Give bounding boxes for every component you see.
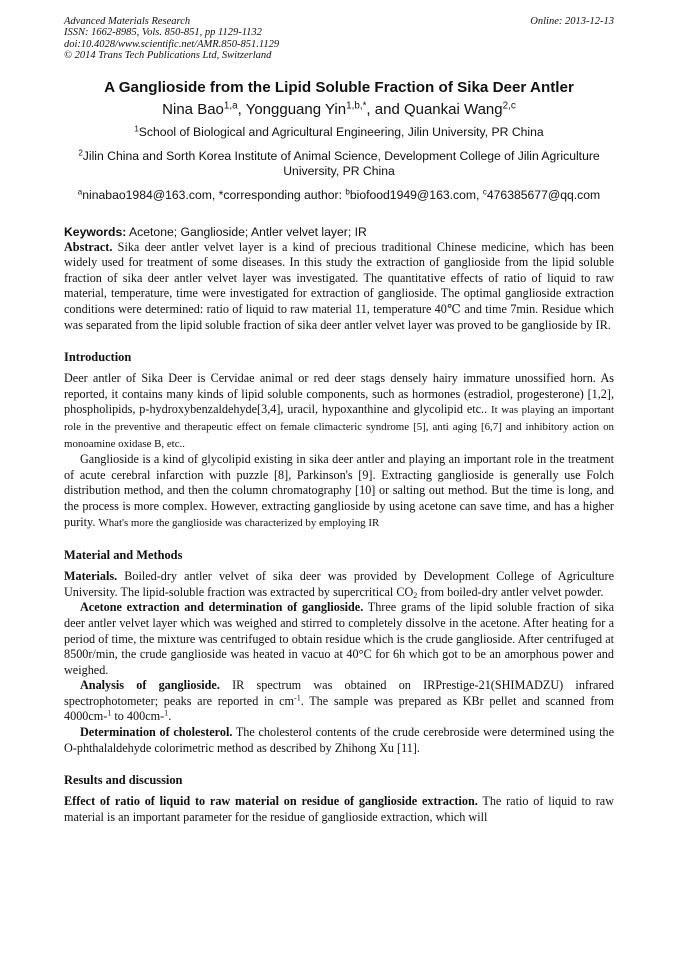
author-affiliation-mark: 1,a (223, 100, 238, 112)
author-affiliation-mark: 1,b,* (346, 100, 367, 112)
intro-text: Ganglioside is a kind of glycolipid existing in sika deer antler and playing an important role in the treatment of acute cerebral infarction with puzzle [8], Parkinson's [9]. Extracting ganglioside is generally use Folch distribution method, and then the column chromatography [10] or salting out method. But the time is long, and the process is more complex. However, extracting ganglioside by using acetone can save time, and has a higher purity. (64, 452, 614, 529)
subscript: 2 (413, 590, 418, 600)
acetone-paragraph (64, 600, 614, 678)
abstract (64, 240, 614, 334)
intro-text-small: It was playing an important role in the preventive and therapeutic effect on female climacteric syndrome [5], anti aging [6,7] and inhibitory action on monoamine oxidase B, etc.. (64, 404, 614, 450)
copyright-line: © 2014 Trans Tech Publications Ltd, Switzerland (64, 50, 272, 62)
cholesterol-label: Determination of cholesterol. (80, 725, 233, 740)
affiliation-mark: 1 (134, 124, 139, 134)
abstract-label: Abstract. (64, 239, 113, 254)
section-heading-introduction: Introduction (64, 350, 132, 365)
email-line (64, 188, 614, 203)
email-text: ninabao1984@163.com, *corresponding author: (82, 187, 346, 202)
cholesterol-paragraph (64, 725, 614, 756)
superscript: 1 (107, 709, 112, 719)
effect-text: The ratio of liquid to raw material is an important parameter for the residue of ganglioside extraction, which will (64, 794, 614, 824)
paper-title: A Ganglioside from the Lipid Soluble Fraction of Sika Deer Antler (104, 78, 574, 96)
issn-line: ISSN: 1662-8985, Vols. 850-851, pp 1129-1132 (64, 27, 262, 39)
materials-paragraph (64, 569, 614, 600)
intro-paragraph-2 (64, 452, 614, 531)
materials-text: Boiled-dry antler velvet of sika deer was provided by Development College of Agriculture University. The lipid-soluble fraction was extracted by supercritical CO (64, 569, 614, 599)
affiliation-text: Jilin China and Sorth Korea Institute of Animal Science, Development College of Jilin Agriculture University, PR China (82, 148, 600, 178)
keywords-text: Acetone; Ganglioside; Antler velvet layer; IR (126, 224, 367, 239)
acetone-text: Three grams of the lipid soluble fraction of sika deer antler velvet layer which was weighed and stirred to completely dissolve in the acetone. After heating for a period of time, the mixture was centrifuged to obtain residue which is the crude ganglioside. After centrifuged at 8500r/min, the crude ganglioside was heated in vacuo at 40°C for 6h which got to be an amorphous power and weighed. (64, 600, 614, 677)
superscript: 1 (164, 709, 169, 719)
section-heading-methods: Material and Methods (64, 548, 183, 563)
author-name: Nina Bao (162, 100, 224, 118)
email-text: biofood1949@163.com, (349, 187, 483, 202)
analysis-text: IR spectrum was obtained on IRPrestige-21(SHIMADZU) infrared spectrophotometer; peaks are reported in cm (64, 678, 614, 708)
author-name: Yongguang Yin (245, 100, 347, 118)
section-heading-results: Results and discussion (64, 773, 183, 788)
email-mark: b (345, 187, 350, 197)
affiliation-2 (64, 149, 614, 179)
email-text: 476385677@qq.com (486, 187, 601, 202)
effect-label: Effect of ratio of liquid to raw material on residue of ganglioside extraction. (64, 794, 478, 809)
author-affiliation-mark: 2,c (502, 100, 516, 112)
author-separator: , (237, 100, 246, 118)
cholesterol-text: The cholesterol contents of the crude cerebroside were determined using the O-phthalaldehyde colorimetric method as described by Zhihong Xu [11]. (64, 725, 614, 755)
keywords-label: Keywords: (64, 224, 127, 239)
author-separator: , and (366, 100, 404, 118)
analysis-paragraph (64, 678, 614, 725)
superscript: -1 (294, 693, 301, 703)
doi-line: doi:10.4028/www.scientific.net/AMR.850-851.1129 (64, 38, 280, 50)
effect-paragraph (64, 794, 614, 825)
abstract-text: Sika deer antler velvet layer is a kind of precious traditional Chinese medicine, which has been widely used for treatment of some diseases. In this study the extraction of ganglioside from the lipid soluble fraction of sika deer antler velvet layer was investigated. The quantitative effects of ratio of liquid to raw material, temperature, time were investigated for extraction of ganglioside. The optimal ganglioside extraction conditions were determined: ratio of liquid to raw material 11, temperature 40℃ and time 7min. Residue which was separated from the lipid soluble fraction of sika deer antler velvet layer was proved to be ganglioside by IR. (64, 239, 614, 332)
affiliation-mark: 2 (78, 148, 83, 158)
online-date: Online: 2013-12-13 (530, 16, 614, 27)
email-mark: a (77, 187, 83, 197)
email-mark: c (482, 187, 487, 197)
keywords (64, 225, 614, 240)
affiliation-1 (64, 125, 614, 140)
analysis-label: Analysis of ganglioside. (80, 678, 220, 693)
materials-text: from boiled-dry antler velvet powder. (417, 584, 604, 599)
intro-text-small: What's more the ganglioside was characterized by employing IR (98, 516, 380, 529)
acetone-label: Acetone extraction and determination of ganglioside. (80, 600, 364, 615)
intro-paragraph-1 (64, 371, 614, 452)
journal-name: Advanced Materials Research (64, 16, 191, 27)
author-name: Quankai Wang (403, 100, 503, 118)
journal-header (64, 16, 614, 62)
analysis-text: . (168, 709, 172, 724)
intro-text: Deer antler of Sika Deer is Cervidae animal or red deer stags densely hairy immature unossified horn. As reported, it contains many kinds of lipid soluble components, such as hormones (estradiol, progesterone) [1,2], phospholipids, p-hydroxybenzaldehyde[3,4], uracil, hypoxanthine and glycolipid etc.. (64, 371, 614, 417)
materials-label: Materials. (64, 569, 118, 584)
analysis-text: to 400cm- (111, 709, 165, 724)
author-list (64, 99, 614, 120)
analysis-text: . The sample was prepared as KBr pellet and scanned from 4000cm- (64, 693, 614, 724)
affiliation-text: School of Biological and Agricultural Engineering, Jilin University, PR China (138, 124, 544, 139)
